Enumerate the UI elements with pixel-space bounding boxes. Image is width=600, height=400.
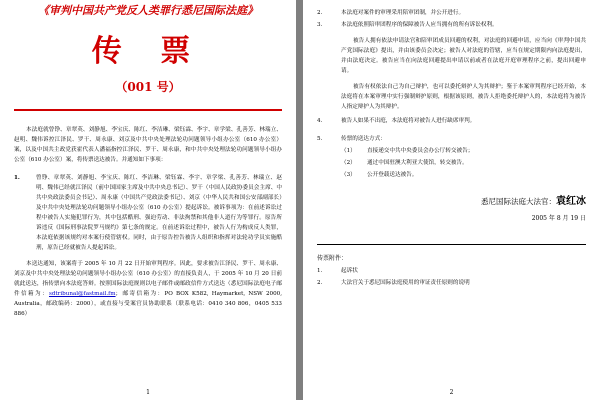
method-text: 公开登载送达被告。: [367, 172, 418, 178]
page-number: 2: [449, 389, 454, 396]
email-link[interactable]: sdtribunal@fastmail.fm: [48, 291, 116, 297]
method-text: 直接递交中共中央委员会办公厅转交被告；: [367, 148, 474, 154]
item-number: 1.: [14, 175, 20, 181]
numbered-item-3: [317, 20, 586, 30]
service-text-a: 本送达通知，该案将于 2005 年 10 月 22 日开始审判程序。因此，要求被告江泽民、罗干、周永康、刘京及中共中央处理法轮功问题领导小组办公室（610 办公室）的直接负责人，于 2005 年 10 月 20 日前就此送达，指传票向本法庭答辩。按照国际法庭规则以电子邮件或邮政信件方式送达（悉尼国际法庭电子邮件信箱为：: [14, 261, 282, 297]
case-number: （001 号）: [115, 80, 181, 94]
item-text: 本法庭对案件的审理采用陪审团制，并公开进行。: [341, 10, 465, 16]
attachment-text: 大法官关于悉尼国际法庭使用的审证责任原则的说明: [341, 280, 470, 286]
judge-name: 袁红冰: [556, 196, 586, 207]
item-number: 5.: [317, 136, 323, 142]
numbered-item-2: [317, 8, 586, 18]
document-page-1: [0, 0, 296, 400]
method-number: （2）: [341, 160, 356, 166]
delivery-method: [341, 158, 586, 168]
item-text: 被告人如果不出庭，本法庭将对被告人进行缺席审判。: [341, 118, 476, 124]
intro-paragraph: 本法庭就曾铮、章翠英、刘静旭、李宝庆、陈红、李洁琳、梁钰霖、李宇、章学梁、孔善芳、林瑞立、赵明、魏伟诉控江泽民、罗干、周永康、刘京及中共中央处理法轮功问题领导小组办公室（610 办公室）案，以及中国共主政党获霍代表人潘福指控江泽民、罗干、周永康，和中共中央处理法轮功问题领导小组办公室（610 办公室）案，将传票送达被告。并通知如下事项：: [14, 127, 282, 163]
attachment-item: [317, 266, 586, 276]
service-text-b: ；邮寄信箱为：PO BOX K582, Haymarket, NSW 2000, Australia，邮政编码：2000），或直接与受案官员协助联系（联系电话：0410 340 806，0405 533 886）: [14, 291, 282, 317]
item-text: 本法庭依照陪审团程序的保障被告人应当拥有的所有诉讼权利。: [341, 22, 498, 28]
method-number: （3）: [341, 172, 356, 178]
subpoena-heading: 传 票: [91, 34, 205, 69]
attachment-item: [317, 278, 586, 288]
signature-date: 2005 年 8 月 19 日: [531, 215, 586, 222]
red-divider: [14, 109, 282, 111]
service-paragraph: [14, 259, 282, 319]
numbered-item-4: [317, 116, 586, 126]
section-divider: [317, 244, 586, 245]
counsel-paragraph: 被告有权依法自己为自己辩护，也可以委托辩护人为其辩护；鉴于本案审判程序已经开始，本法庭将在本案审理中实行强制辩护原则，根据该原则，被告人拒绝委托辩护人的，本法庭将为被告人指定辩护人为其辩护。: [341, 84, 586, 110]
attachment-number: 2.: [317, 280, 323, 286]
document-title: 《审判中国共产党反人类罪行悉尼国际法庭》: [38, 4, 258, 17]
rights-paragraph: 被告人拥有依法申请法官和陪审团成员回避的权利，对法庭的回避申请，应当向《审判中国共产党国际法庭》提出，并由该委员会决定；被告人对法庭的管辖，应当在规定期限内向法庭提出，并由法庭决定。被告应当在向法庭回避提出申请以前或者在法庭开庭审理程序之前，提出回避申请。: [341, 38, 586, 74]
attachment-text: 起诉状: [341, 268, 358, 274]
page-number: 1: [146, 389, 150, 396]
item-text: 传票的送达方式：: [341, 136, 386, 142]
numbered-item-5: [317, 134, 586, 144]
item-number: 2.: [317, 10, 323, 16]
item-text: 曾铮、章翠英、刘静旭、李宝庆、陈红、李洁琳、梁钰霖、李宇、章学梁、孔善芳、林瑞立、赵明、魏伟已经就江泽民（前中国国家主席及中共中央总书记）、罗干（中国人民政协委员会主席、中共中央政法委员会书记）、周永康（中国共产党政法委书记）、刘京（中华人民共和国公安部副部长）及中共中央处理法轮功问题领导小组办公室（610 办公室）提起诉讼。被诉事项为：在前述诉讼过程中被告人实施犯罪行为，其中包括酷刑、强迫劳动、非法拘禁和其他非人道行为等罪行。原告所诉违反《国际刑事法院罗马规约》第七条的规定。在前述诉讼过程中，被告人行为构成反人类罪，本法庭依据该规约对本案行使管辖权。同时，由于原告控告被告人组织和指挥对法轮功学员实施酷刑，原告已经就被告人提起诉讼。: [36, 175, 282, 251]
delivery-method: [341, 170, 586, 180]
delivery-method: [341, 146, 586, 156]
method-number: （1）: [341, 148, 356, 154]
method-text: 通过中国驻澳大利亚大使馆，转交被告。: [367, 160, 468, 166]
attachment-number: 1.: [317, 268, 323, 274]
signature-label: 悉尼国际法庭大法官：: [481, 197, 556, 206]
attachments-title: 传票附件：: [317, 255, 348, 262]
numbered-item-1: [14, 173, 282, 253]
judge-signature: [317, 192, 586, 207]
item-number: 3.: [317, 22, 323, 28]
document-page-2: [303, 0, 600, 400]
item-number: 4.: [317, 118, 323, 124]
